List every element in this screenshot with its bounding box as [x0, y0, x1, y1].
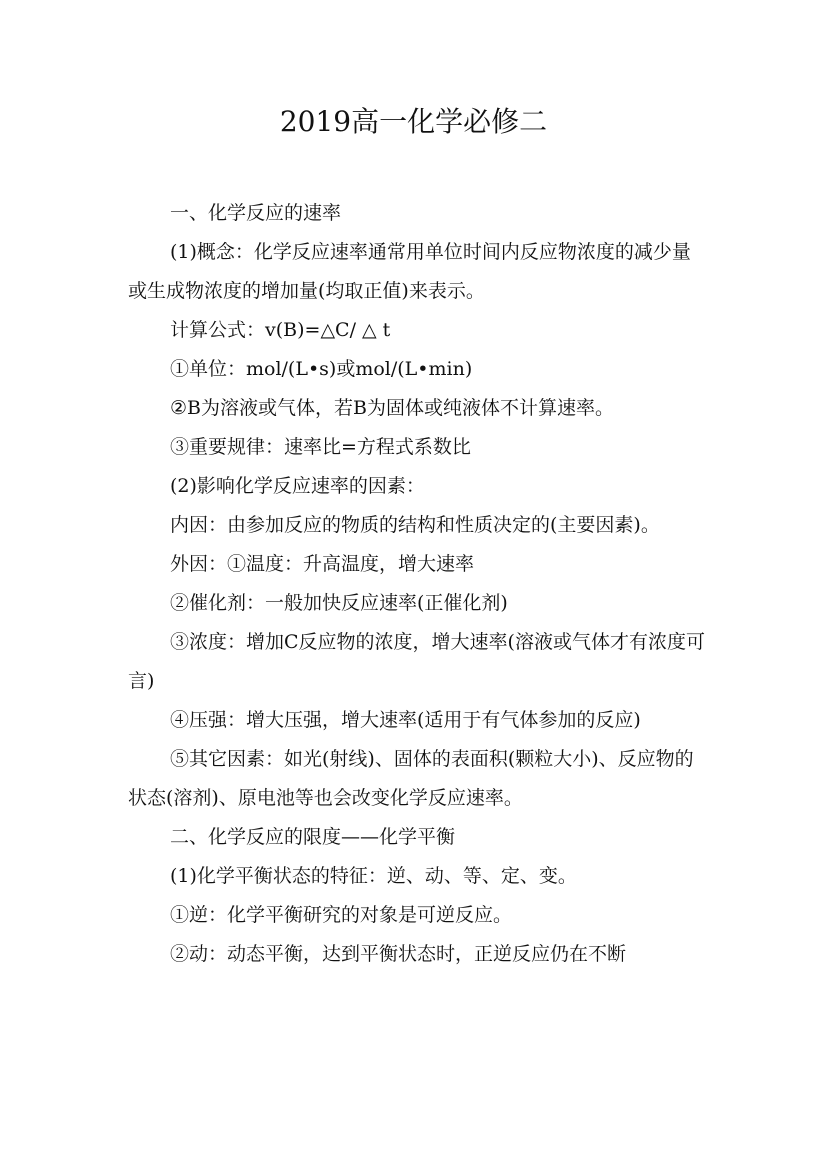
paragraph-pressure: ④压强：增大压强，增大速率(适用于有气体参加的反应) — [170, 709, 641, 731]
paragraph-temperature: 外因：①温度：升高温度，增大速率 — [170, 553, 475, 575]
paragraph-unit: ①单位：mol/(L•s)或mol/(L•min) — [170, 358, 473, 380]
paragraph-b-state: ②B为溶液或气体，若B为固体或纯液体不计算速率。 — [170, 397, 614, 419]
paragraph-factors-heading: (2)影响化学反应速率的因素： — [170, 475, 425, 497]
paragraph-internal-factor: 内因：由参加反应的物质的结构和性质决定的(主要因素)。 — [170, 514, 660, 536]
paragraph-catalyst: ②催化剂：一般加快反应速率(正催化剂) — [170, 592, 508, 614]
document-body — [128, 194, 708, 974]
paragraph-reversible: ①逆：化学平衡研究的对象是可逆反应。 — [170, 904, 513, 926]
paragraph-concentration: ③浓度：增加C反应物的浓度，增大速率(溶液或气体才有浓度可言) — [128, 631, 705, 692]
section-heading-equilibrium: 二、化学反应的限度——化学平衡 — [170, 826, 456, 848]
paragraph-formula: 计算公式：v(B)=△C/ △ t — [170, 319, 391, 341]
paragraph-equilibrium-features: (1)化学平衡状态的特征：逆、动、等、定、变。 — [170, 865, 577, 887]
document-title: 2019高一化学必修二 — [279, 105, 548, 138]
paragraph-rule: ③重要规律：速率比=方程式系数比 — [170, 436, 471, 458]
paragraph-dynamic: ②动：动态平衡，达到平衡状态时，正逆反应仍在不断 — [170, 943, 627, 965]
paragraph-other-factors: ⑤其它因素：如光(射线)、固体的表面积(颗粒大小)、反应物的状态(溶剂)、原电池等也会改变化学反应速率。 — [128, 748, 694, 809]
paragraph-concept: (1)概念：化学反应速率通常用单位时间内反应物浓度的减少量或生成物浓度的增加量(均取正值)来表示。 — [128, 241, 691, 302]
section-heading-reaction-rate: 一、化学反应的速率 — [170, 202, 342, 224]
